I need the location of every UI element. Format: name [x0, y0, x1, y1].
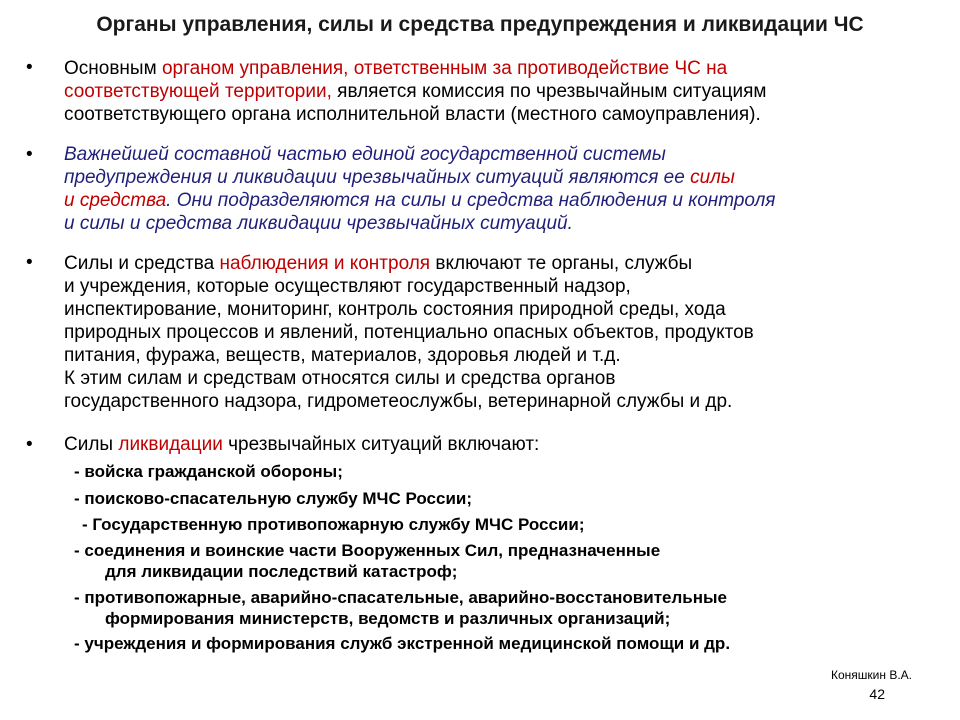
list-item-formations-cont: формирования министерств, ведомств и различных организаций; [105, 609, 671, 628]
p3-text-5: питания, фуража, веществ, материалов, здоровья людей и т.д. [64, 345, 621, 366]
p2-text-1: Важнейшей составной частью единой государственной системы [64, 144, 666, 165]
slide-title: Органы управления, силы и средства предупреждения и ликвидации ЧС [96, 13, 864, 36]
bullet-1: • [26, 57, 33, 78]
paragraph-liquidation-forces [64, 433, 539, 456]
paragraph-forces-and-means [64, 143, 775, 235]
p2-highlight: силы [690, 167, 735, 188]
p3-text-7: государственного надзора, гидрометеослужбы, ветеринарной службы и др. [64, 391, 733, 412]
p2-text-4: и силы и средства ликвидации чрезвычайных ситуаций. [64, 213, 573, 234]
p1-text-2: является комиссия по чрезвычайным ситуациям [331, 81, 767, 102]
p2-text-2: предупреждения и ликвидации чрезвычайных ситуаций являются ее [64, 167, 691, 188]
p1-text-3: соответствующего органа исполнительной власти (местного самоуправления). [64, 104, 761, 125]
p1-highlight-2: соответствующей территории, [64, 81, 332, 102]
list-item-civil-defense: - войска гражданской обороны; [74, 462, 343, 481]
paragraph-observation-control [64, 252, 754, 413]
list-item-formations: - противопожарные, аварийно-спасательные, аварийно-восстановительные [74, 588, 727, 607]
p2-highlight-2: и средства [64, 190, 167, 211]
list-item-search-rescue: - поисково-спасательную службу МЧС России; [74, 489, 473, 508]
bullet-2: • [26, 144, 33, 165]
p3-text-1c: включают те органы, службы [430, 253, 693, 274]
list-item-armed-forces: - соединения и воинские части Вооруженных Сил, предназначенные [74, 541, 661, 560]
bullet-3: • [26, 252, 33, 273]
p3-text-3: инспектирование, мониторинг, контроль состояния природной среды, хода [64, 299, 726, 320]
p4-text-1c: чрезвычайных ситуаций включают: [222, 434, 540, 455]
p3-text-1a: Силы и средства [64, 253, 220, 274]
list-item-medical: - учреждения и формирования служб экстренной медицинской помощи и др. [74, 634, 731, 653]
p3-highlight: наблюдения и контроля [219, 253, 431, 274]
paragraph-governing-body [64, 57, 766, 126]
p3-text-2: и учреждения, которые осуществляют государственный надзор, [64, 276, 631, 297]
list-item-armed-forces-cont: для ликвидации последствий катастроф; [105, 562, 458, 581]
author-name: Коняшкин В.А. [830, 668, 912, 682]
p2-text-3: . Они подразделяются на силы и средства наблюдения и контроля [166, 190, 776, 211]
p3-text-6: К этим силам и средствам относятся силы и средства органов [64, 368, 616, 389]
bullet-4: • [26, 434, 33, 455]
p1-text: Основным [64, 58, 162, 79]
page-number: 42 [869, 686, 885, 702]
list-item-fire-service: - Государственную противопожарную службу МЧС России; [82, 515, 585, 534]
p4-highlight: ликвидации [118, 434, 223, 455]
p4-text-1a: Силы [64, 434, 119, 455]
p3-text-4: природных процессов и явлений, потенциально опасных объектов, продуктов [64, 322, 754, 343]
p1-highlight: органом управления, ответственным за противодействие ЧС на [161, 58, 728, 79]
